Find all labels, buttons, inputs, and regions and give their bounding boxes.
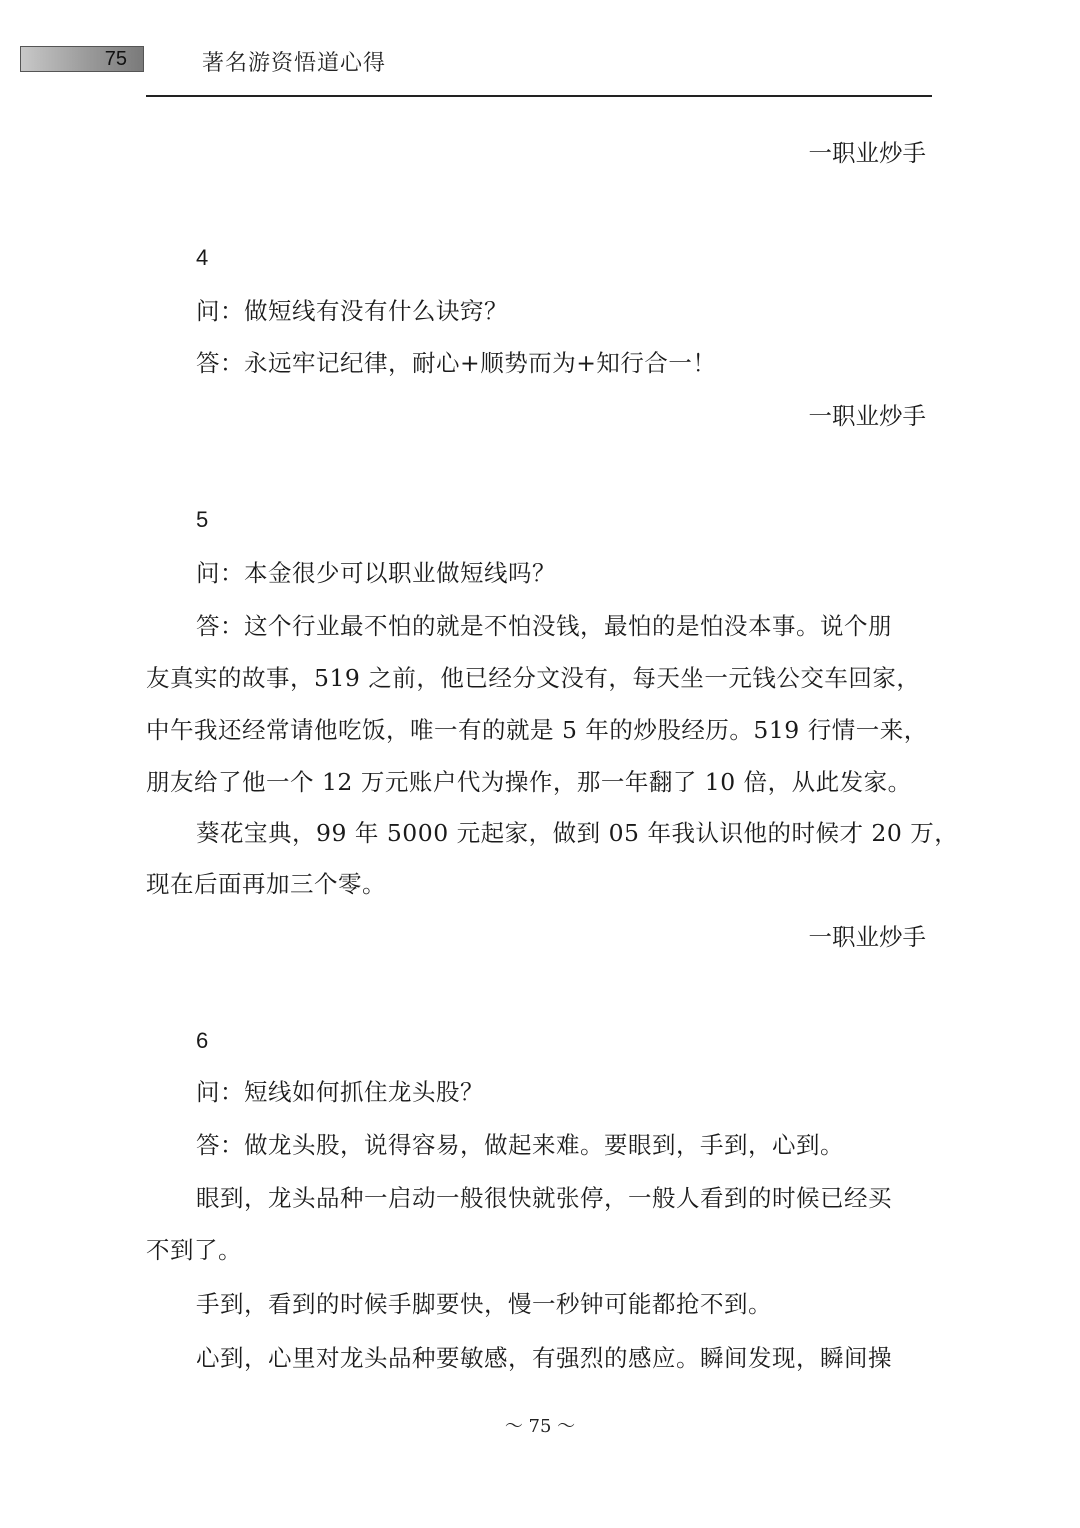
book-title: 著名游资悟道心得 [202,51,387,76]
signature: 一职业炒手 [808,139,926,167]
signature: 一职业炒手 [808,402,926,430]
section-number: 5 [196,507,209,532]
section-number: 4 [196,245,209,270]
paragraph-line: 手到，看到的时候手脚要快，慢一秒钟可能都抢不到。 [196,1290,772,1318]
answer: 答：做龙头股，说得容易，做起来难。要眼到，手到，心到。 [196,1131,844,1159]
answer-line: 答：这个行业最不怕的就是不怕没钱，最怕的是怕没本事。说个朋 [196,612,892,640]
answer: 答：永远牢记纪律，耐心+顺势而为+知行合一！ [196,349,717,377]
section-number: 6 [196,1028,209,1053]
page-number: 75 [104,48,127,70]
paragraph-line: 现在后面再加三个零。 [146,870,386,898]
answer-line: 友真实的故事，519 之前，他已经分文没有，每天坐一元钱公交车回家， [146,664,921,692]
question: 问：做短线有没有什么诀窍？ [196,297,508,325]
signature: 一职业炒手 [808,923,926,951]
paragraph-line: 不到了。 [146,1236,242,1264]
question: 问：短线如何抓住龙头股？ [196,1078,484,1106]
paragraph-line: 心到，心里对龙头品种要敏感，有强烈的感应。瞬间发现，瞬间操 [196,1344,892,1372]
paragraph-line: 葵花宝典，99 年 5000 元起家，做到 05 年我认识他的时候才 20 万， [196,819,959,847]
paragraph-line: 眼到，龙头品种一启动一般很快就张停，一般人看到的时候已经买 [196,1184,892,1212]
question: 问：本金很少可以职业做短线吗？ [196,559,556,587]
answer-line: 朋友给了他一个 12 万元账户代为操作，那一年翻了 10 倍，从此发家。 [146,768,912,796]
answer-line: 中午我还经常请他吃饭，唯一有的就是 5 年的炒股经历。519 行情一来， [146,716,928,744]
page-number-badge [20,46,144,72]
header-divider [146,95,932,97]
page-footer: ～ 75 ～ [504,1416,576,1437]
